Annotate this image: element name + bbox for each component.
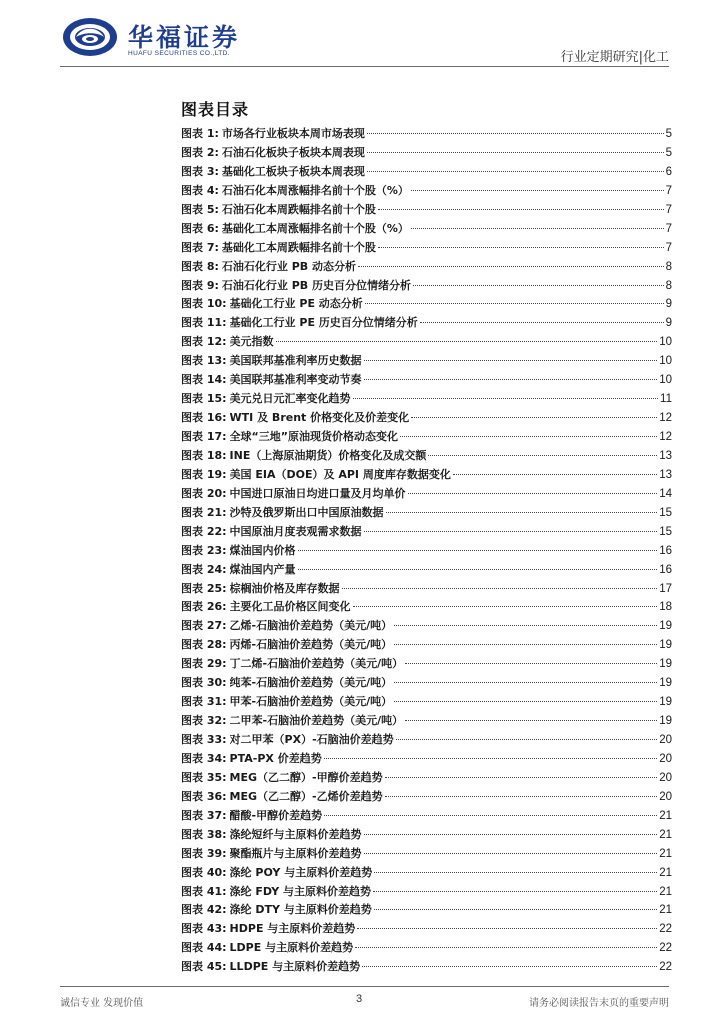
toc-entry-label: 图表 21: [181,505,227,519]
toc-entry[interactable] [181,769,672,788]
toc-entry[interactable] [181,580,672,599]
toc-entry[interactable] [181,826,672,845]
toc-entry-label: 图表 43: [181,922,227,936]
toc-entry-label: 图表 13: [181,354,227,368]
toc-leader-dots [364,853,658,854]
toc-entry-label: 图表 14: [181,373,227,387]
toc-entry-label: 图表 42: [181,903,227,917]
toc-entry-page[interactable]: 21 [659,904,672,917]
toc-entry-title[interactable]: 涤纶 POY 与主原料价差趋势 [229,865,373,879]
toc-entry[interactable] [181,883,672,902]
toc-entry-title[interactable]: 基础化工行业 PE 历史百分位情绪分析 [229,316,418,330]
toc-entry[interactable] [181,504,672,523]
toc-leader-dots [411,228,664,229]
toc-entry-page[interactable]: 7 [665,203,672,216]
toc-entry[interactable] [181,864,672,883]
toc-leader-dots [428,455,657,456]
toc-entry[interactable] [181,920,672,939]
toc-entry-page[interactable]: 8 [665,260,672,273]
toc-entry-title[interactable]: 沙特及俄罗斯出口中国原油数据 [229,505,384,519]
toc-leader-dots [367,133,664,134]
toc-entry-page[interactable]: 19 [659,677,672,690]
toc-leader-dots [298,550,658,551]
toc-leader-dots [364,379,658,380]
toc-entry-page[interactable]: 5 [665,128,672,140]
toc-entry-label: 图表 11: [181,316,227,330]
toc-entry-label: 图表 18: [181,448,227,462]
toc-entry-page[interactable]: 18 [659,601,672,614]
toc-entry-label: 图表 17: [181,430,227,443]
toc-entry[interactable] [181,901,672,920]
toc-entry[interactable] [181,712,672,731]
toc-leader-dots [411,417,657,418]
toc-entry-page[interactable]: 16 [659,563,672,576]
toc-entry-title[interactable]: 对二甲苯（PX）-石脑油价差趋势 [229,733,394,746]
toc-entry-page[interactable]: 9 [665,298,672,311]
toc-entry-title[interactable]: 基础化工行业 PE 动态分析 [229,297,363,311]
toc-entry[interactable] [181,182,672,201]
toc-entry-label: 图表 34: [181,751,227,765]
toc-leader-dots [298,569,658,570]
toc-entry-page[interactable]: 22 [659,942,672,955]
toc-entry-page[interactable]: 11 [660,393,672,406]
toc-entry[interactable] [181,523,672,542]
logo-chinese-name: 华福证券 [128,23,241,52]
toc-entry-title[interactable]: 美国联邦基准利率历史数据 [229,354,362,368]
toc-leader-dots [342,588,658,589]
toc-entry-page[interactable]: 10 [659,355,672,368]
toc-entry[interactable] [181,655,672,674]
toc-leader-dots [394,701,657,702]
toc-entry[interactable] [181,428,672,447]
huafu-logo-icon [62,16,118,58]
toc-entry-title[interactable]: 二甲苯-石脑油价差趋势（美元/吨） [229,714,404,728]
toc-leader-dots [386,512,658,513]
toc-entry-label: 图表 9: [181,278,219,292]
toc-entry-page[interactable]: 21 [659,866,672,879]
toc-entry[interactable] [181,352,672,371]
toc-entry-page[interactable]: 15 [659,506,672,519]
header-divider [60,66,669,67]
toc-leader-dots [413,285,664,286]
toc-entry-title[interactable]: 中国原油月度表观需求数据 [229,524,362,538]
toc-entry-title[interactable]: LDPE 与主原料价差趋势 [229,941,354,955]
toc-entry-label: 图表 6: [181,221,219,235]
toc-leader-dots [411,190,664,191]
toc-entry-label: 图表 31: [181,695,227,709]
toc-entry-page[interactable]: 12 [659,412,672,425]
toc-entry-title[interactable]: 棕榈油价格及库存数据 [229,581,340,595]
toc-leader-dots [367,171,664,172]
toc-entry-page[interactable]: 7 [665,184,672,197]
toc-entry[interactable] [181,390,672,409]
toc-entry[interactable] [181,845,672,864]
toc-leader-dots [358,266,664,267]
toc-entry-label: 图表 4: [181,183,219,197]
table-of-figures [181,125,672,977]
toc-entry-label: 图表 3: [181,164,219,178]
toc-entry-label: 图表 24: [181,562,227,576]
toc-entry-label: 图表 19: [181,467,227,481]
toc-entry-page[interactable]: 6 [665,165,672,178]
toc-entry[interactable] [181,958,672,977]
page-number: 3 [356,993,363,1005]
toc-leader-dots [374,872,657,873]
toc-entry-label: 图表 29: [181,657,227,671]
toc-entry[interactable] [181,314,672,333]
toc-entry-page[interactable]: 21 [659,809,672,822]
toc-entry[interactable] [181,371,672,390]
toc-entry-page[interactable]: 5 [665,146,672,159]
toc-leader-dots [365,303,664,304]
toc-entry-title[interactable]: 涤纶 DTY 与主原料价差趋势 [229,903,372,917]
toc-entry-title[interactable]: 丁二烯-石脑油价差趋势（美元/吨） [229,657,404,671]
toc-entry-label: 图表 33: [181,733,227,746]
toc-entry-title[interactable]: 美国联邦基准利率变动节奏 [229,373,362,387]
toc-entry[interactable] [181,466,672,485]
toc-entry-page[interactable]: 19 [659,658,672,671]
logo-english-name: HUAFU SECURITIES CO.,LTD. [128,50,230,57]
toc-leader-dots [453,474,657,475]
toc-entry[interactable] [181,788,672,807]
toc-entry-title[interactable]: 基础化工本周涨幅排名前十个股（%） [221,221,409,235]
toc-leader-dots [405,720,657,721]
toc-leader-dots [394,625,657,626]
toc-entry[interactable] [181,277,672,296]
toc-entry-page[interactable]: 10 [659,374,672,387]
toc-leader-dots [373,891,657,892]
toc-leader-dots [357,928,657,929]
toc-leader-dots [276,341,658,342]
toc-entry[interactable] [181,598,672,617]
toc-entry[interactable] [181,144,672,163]
toc-entry-page[interactable]: 19 [659,696,672,709]
toc-entry[interactable] [181,447,672,466]
footer-divider [60,986,669,987]
toc-entry-label: 图表 41: [181,884,227,898]
toc-entry-title[interactable]: 美元兑日元汇率变化趋势 [229,392,351,406]
toc-entry-label: 图表 8: [181,259,219,273]
toc-entry-page[interactable]: 16 [659,544,672,557]
report-category: 行业定期研究|化工 [560,50,669,65]
toc-entry-title[interactable]: 基础化工本周跌幅排名前十个股 [221,240,376,254]
toc-entry-title[interactable]: 甲苯-石脑油价差趋势（美元/吨） [229,695,393,709]
toc-entry-label: 图表 15: [181,392,227,406]
toc-entry-label: 图表 40: [181,865,227,879]
toc-entry-page[interactable]: 7 [665,241,672,254]
toc-leader-dots [394,682,657,683]
toc-entry[interactable] [181,561,672,580]
toc-entry-page[interactable]: 17 [659,582,672,595]
toc-entry-title[interactable]: PTA-PX 价差趋势 [229,751,322,765]
toc-leader-dots [353,398,659,399]
toc-leader-dots [324,815,657,816]
toc-entry[interactable] [181,485,672,504]
toc-entry-title[interactable]: 中国进口原油日均进口量及月均单价 [229,486,406,500]
toc-entry-label: 图表 1: [181,127,219,140]
toc-leader-dots [353,606,658,607]
toc-entry-label: 图表 22: [181,524,227,538]
toc-entry[interactable] [181,617,672,636]
toc-entry-label: 图表 2: [181,145,219,159]
toc-entry-page[interactable]: 8 [665,279,672,292]
toc-entry[interactable] [181,939,672,958]
toc-leader-dots [364,834,658,835]
toc-leader-dots [374,909,657,910]
toc-entry-title[interactable]: 涤纶 FDY 与主原料价差趋势 [229,884,372,898]
toc-entry-page[interactable]: 21 [659,885,672,898]
toc-entry-label: 图表 36: [181,789,227,803]
toc-entry[interactable] [181,333,672,352]
toc-entry-label: 图表 45: [181,960,227,974]
toc-entry-page[interactable]: 13 [659,468,672,481]
toc-entry[interactable] [181,674,672,693]
toc-entry-page[interactable]: 12 [659,431,672,443]
toc-entry-title[interactable]: WTI 及 Brent 价格变化及价差变化 [229,411,410,425]
toc-leader-dots [367,152,664,153]
toc-entry[interactable] [181,239,672,258]
toc-entry-label: 图表 39: [181,846,227,860]
toc-entry[interactable] [181,636,672,655]
toc-entry-page[interactable]: 21 [659,828,672,841]
toc-entry-label: 图表 16: [181,411,227,425]
toc-entry[interactable] [181,693,672,712]
toc-entry-page[interactable]: 10 [659,336,672,349]
toc-entry-title[interactable]: 涤纶短纤与主原料价差趋势 [229,827,362,841]
toc-entry[interactable] [181,220,672,239]
toc-entry-page[interactable]: 21 [659,847,672,860]
toc-entry-title[interactable]: 石油石化行业 PB 历史百分位情绪分析 [221,278,411,292]
toc-entry-title[interactable]: 乙烯-石脑油价差趋势（美元/吨） [229,619,393,633]
toc-entry-page[interactable]: 20 [659,771,672,784]
toc-entry-title[interactable]: 主要化工品价格区间变化 [229,600,351,614]
toc-entry-title[interactable]: MEG（乙二醇）-乙烯价差趋势 [229,789,383,803]
toc-entry-title[interactable]: MEG（乙二醇）-甲醇价差趋势 [229,770,383,784]
toc-entry-page[interactable]: 22 [659,961,672,974]
toc-entry-label: 图表 5: [181,202,219,216]
toc-entry-label: 图表 44: [181,941,227,955]
toc-entry-title[interactable]: 煤油国内产量 [229,562,296,576]
footer-slogan: 诚信专业 发现价值 [60,998,144,1009]
toc-entry-label: 图表 26: [181,600,227,614]
toc-entry-title[interactable]: 基础化工板块子板块本周表现 [221,164,365,178]
toc-leader-dots [364,360,658,361]
toc-entry-title[interactable]: 煤油国内价格 [229,543,296,557]
toc-entry-label: 图表 27: [181,619,227,633]
toc-leader-dots [385,777,658,778]
toc-entry-label: 图表 10: [181,297,227,311]
toc-entry-title[interactable]: 美国 EIA（DOE）及 API 周度库存数据变化 [229,467,451,481]
toc-leader-dots [362,966,657,967]
footer-disclaimer: 请务必阅读报告末页的重要声明 [529,998,669,1009]
toc-entry-title[interactable]: 石油石化板块子板块本周表现 [221,145,365,159]
toc-entry-page[interactable]: 20 [659,734,672,746]
toc-entry-page[interactable]: 22 [659,923,672,936]
toc-entry[interactable] [181,542,672,561]
toc-entry-page[interactable]: 9 [665,317,672,330]
toc-entry[interactable] [181,258,672,277]
toc-entry-title[interactable]: HDPE 与主原料价差趋势 [229,922,356,936]
toc-entry[interactable] [181,201,672,220]
toc-entry[interactable] [181,125,672,144]
toc-entry-page[interactable]: 19 [659,639,672,652]
toc-leader-dots [355,947,657,948]
toc-leader-dots [396,739,658,740]
toc-leader-dots [400,436,657,437]
toc-entry-page[interactable]: 7 [665,222,672,235]
toc-leader-dots [394,644,657,645]
toc-entry-label: 图表 28: [181,638,227,652]
toc-leader-dots [378,247,664,248]
toc-leader-dots [324,758,657,759]
toc-entry-label: 图表 32: [181,714,227,728]
toc-entry-page[interactable]: 19 [659,715,672,728]
toc-leader-dots [364,531,658,532]
toc-entry-title[interactable]: 醋酸-甲醇价差趋势 [229,808,323,822]
toc-entry[interactable] [181,731,672,750]
toc-entry-page[interactable]: 13 [659,449,672,462]
toc-leader-dots [385,796,658,797]
toc-entry-title[interactable]: INE（上海原油期货）价格变化及成交额 [229,448,427,462]
toc-leader-dots [378,209,664,210]
toc-entry-title[interactable]: 聚酯瓶片与主原料价差趋势 [229,846,362,860]
toc-entry-page[interactable]: 19 [659,620,672,633]
toc-entry-label: 图表 7: [181,240,219,254]
toc-entry[interactable] [181,409,672,428]
toc-entry-page[interactable]: 14 [659,487,672,500]
toc-entry-title[interactable]: 美元指数 [229,335,274,349]
toc-entry[interactable] [181,163,672,182]
toc-entry[interactable] [181,807,672,826]
company-logo [62,14,242,62]
toc-entry-label: 图表 20: [181,486,227,500]
toc-entry-label: 图表 37: [181,808,227,822]
toc-entry[interactable] [181,295,672,314]
toc-entry-page[interactable]: 15 [659,525,672,538]
toc-entry-page[interactable]: 20 [659,752,672,765]
toc-entry-title[interactable]: LLDPE 与主原料价差趋势 [229,960,361,974]
toc-entry-label: 图表 25: [181,581,227,595]
toc-entry-label: 图表 12: [181,335,227,349]
toc-entry-label: 图表 23: [181,543,227,557]
toc-entry-label: 图表 38: [181,827,227,841]
toc-entry-title[interactable]: 丙烯-石脑油价差趋势（美元/吨） [229,638,393,652]
toc-leader-dots [408,493,658,494]
toc-entry-label: 图表 35: [181,770,227,784]
toc-entry-title[interactable]: 纯苯-石脑油价差趋势（美元/吨） [229,676,393,690]
toc-entry[interactable] [181,750,672,769]
toc-entry-label: 图表 30: [181,676,227,690]
toc-title: 图表目录 [181,100,250,119]
toc-entry-title[interactable]: 石油石化行业 PB 动态分析 [221,259,356,273]
toc-leader-dots [420,322,664,323]
toc-entry-title[interactable]: 全球“三地”原油现货价格动态变化 [229,430,399,443]
toc-entry-title[interactable]: 石油石化本周跌幅排名前十个股 [221,202,376,216]
toc-leader-dots [405,663,657,664]
toc-entry-title[interactable]: 市场各行业板块本周市场表现 [221,127,365,140]
toc-entry-page[interactable]: 20 [659,790,672,803]
toc-entry-title[interactable]: 石油石化本周涨幅排名前十个股（%） [221,183,409,197]
